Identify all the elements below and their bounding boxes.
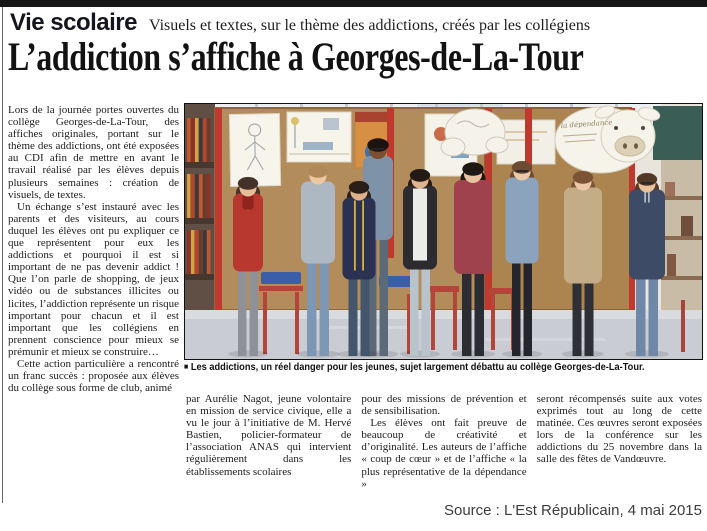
- photo-caption: [184, 361, 703, 373]
- left-column-rule: [2, 7, 3, 503]
- headline-text: L’addiction s’affiche à Georges-de-La-Tour: [8, 34, 584, 79]
- section-kicker: Vie scolaire: [10, 9, 137, 36]
- paragraph: par Aurélie Nagot, jeune volontaire en mission de service civique, elle a vu le jour à l’initiative de M. Hervé Bastien, policier-formateur de l’association ANAS qui intervient régulièrement dans les établissements scolaires: [186, 393, 352, 478]
- source-credit: Source : L'Est Républicain, 4 mai 2015: [443, 502, 702, 519]
- caption-bullet-icon: ■: [184, 362, 189, 371]
- photo-caption-text: Les addictions, un réel danger pour les jeunes, sujet largement débattu au collège Georges-de-La-Tour.: [190, 361, 645, 373]
- paragraph: seront récompensés suite aux votes exprimés tout au long de cette matinée. Ces œuvres seront exposées lors de la conférence sur les addictions du 25 novembre dans la salle des fêtes de Vandœuvre.: [536, 393, 702, 466]
- poster-label: la dépendance: [560, 118, 613, 130]
- paragraph: Lors de la journée portes ouvertes du collège Georges-de-La-Tour, des affiches originales, portant sur le thème des addictions, ont été exposées au CDI afin de mettre en avant le travail réalisé par les élèves depuis plusieurs semaines : création de visuels, de textes.: [8, 104, 179, 201]
- top-rule: [0, 0, 707, 7]
- photo-illustration: [185, 104, 702, 359]
- paragraph: pour des missions de prévention et de sensibilisation.: [361, 393, 527, 418]
- article-column-3: [361, 393, 526, 490]
- article-column-4: [537, 393, 702, 490]
- article-column-2: [186, 393, 351, 490]
- paragraph: Les élèves ont fait preuve de beaucoup de créativité et d’originalité. Les auteurs de l’affiche « coup de cœur » et de l’affiche « la plus représentative de la dépendance »: [361, 417, 527, 490]
- article-photo: [184, 103, 703, 360]
- paragraph: Un échange s’est instauré avec les parents et des visiteurs, au cours duquel les élèves ont pu expliquer ce que représentent pour eux les addictions et pourquoi il est si important de ne pas devenir addict ! Que l’on parle de shopping, de jeux vidéo ou de substances illicites ou licites, l’addiction représente un risque important pour chacun et il est important que les collégiens en prennent conscience pour mieux se prémunir et mieux se construire…: [8, 200, 179, 358]
- paragraph: Cette action particulière a rencontré un franc succès : proposée aux élèves du collège sous forme de club, animé: [8, 357, 179, 395]
- kicker-subtitle: Visuels et textes, sur le thème des addictions, créés par les collégiens: [148, 17, 591, 34]
- bottom-columns: [186, 393, 702, 490]
- headline: [8, 34, 707, 80]
- article-header: [10, 9, 590, 37]
- article-column-1: [8, 104, 179, 394]
